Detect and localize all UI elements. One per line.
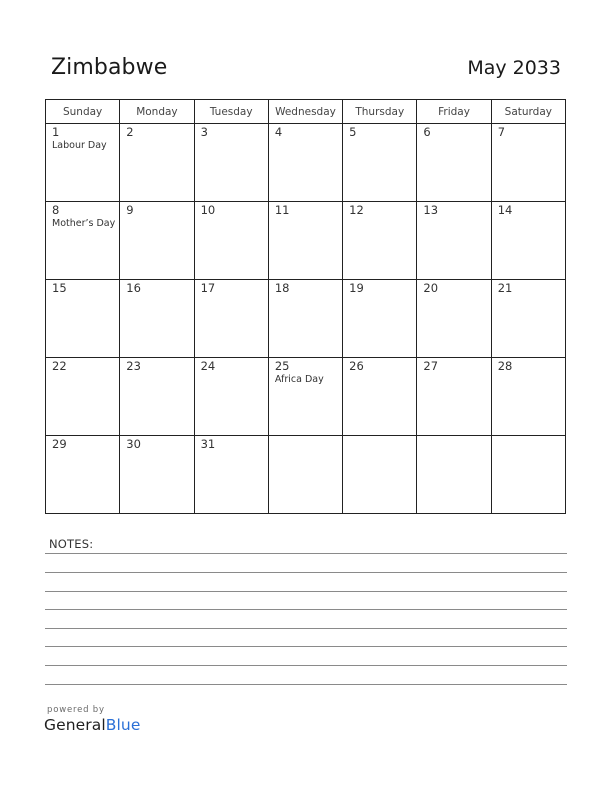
day-number: 14 — [497, 203, 513, 217]
day-cell — [120, 124, 194, 202]
weekday-header: Wednesday — [268, 100, 342, 124]
day-cell — [46, 436, 120, 514]
day-cell — [194, 358, 268, 436]
day-number: 6 — [423, 125, 431, 139]
day-cell — [417, 124, 491, 202]
day-cell — [417, 436, 491, 514]
day-number: 27 — [423, 359, 439, 373]
day-number: 1 — [52, 125, 60, 139]
day-cell — [120, 436, 194, 514]
day-cell — [194, 436, 268, 514]
day-cell — [343, 280, 417, 358]
week-row — [46, 202, 566, 280]
day-number: 10 — [200, 203, 216, 217]
day-cell — [120, 358, 194, 436]
day-cell — [194, 124, 268, 202]
day-cell — [343, 202, 417, 280]
notes-line — [45, 684, 567, 685]
day-cell — [46, 358, 120, 436]
day-cell — [343, 436, 417, 514]
week-row — [46, 358, 566, 436]
country-title: Zimbabwe — [51, 55, 168, 80]
notes-line — [45, 591, 567, 592]
day-cell — [491, 124, 565, 202]
notes-line — [45, 553, 567, 554]
day-cell — [491, 280, 565, 358]
day-cell — [491, 358, 565, 436]
day-number: 13 — [423, 203, 439, 217]
brand-name-general: General — [44, 716, 106, 734]
day-cell — [417, 202, 491, 280]
day-cell — [268, 124, 342, 202]
day-number: 16 — [126, 281, 141, 295]
week-row — [46, 436, 566, 514]
day-number: 25 — [274, 359, 290, 373]
day-cell — [268, 280, 342, 358]
day-cell — [194, 202, 268, 280]
day-number: 23 — [126, 359, 141, 373]
day-number: 17 — [200, 281, 216, 295]
notes-line — [45, 572, 567, 573]
day-number: 26 — [349, 359, 364, 373]
day-number: 28 — [497, 359, 513, 373]
weekday-header: Saturday — [491, 100, 565, 124]
notes-label: NOTES: — [49, 537, 94, 551]
weekday-header: Thursday — [343, 100, 417, 124]
weekday-header: Sunday — [46, 100, 120, 124]
day-number: 3 — [200, 125, 208, 139]
day-number: 2 — [126, 125, 134, 139]
calendar-grid — [45, 99, 566, 514]
holiday-label: Africa Day — [274, 374, 324, 385]
day-number: 22 — [52, 359, 67, 373]
weekday-header-row — [46, 100, 566, 124]
day-number: 12 — [349, 203, 364, 217]
day-cell — [343, 358, 417, 436]
day-number: 19 — [349, 281, 364, 295]
week-row — [46, 124, 566, 202]
day-cell — [46, 202, 120, 280]
brand-logo — [44, 716, 141, 734]
day-cell — [417, 280, 491, 358]
day-cell — [268, 202, 342, 280]
day-cell — [268, 436, 342, 514]
brand-name-blue: Blue — [105, 716, 141, 734]
day-number: 20 — [423, 281, 439, 295]
day-number: 31 — [200, 437, 216, 451]
day-number: 24 — [200, 359, 216, 373]
day-number: 11 — [274, 203, 290, 217]
day-cell — [417, 358, 491, 436]
day-number: 7 — [497, 125, 506, 139]
day-cell — [343, 124, 417, 202]
notes-line — [45, 628, 567, 629]
holiday-label: Labour Day — [52, 140, 107, 151]
powered-by-text: powered by — [47, 705, 105, 715]
day-number: 29 — [52, 437, 67, 451]
holiday-label: Mother’s Day — [52, 218, 116, 229]
notes-line — [45, 609, 567, 610]
day-number: 5 — [349, 125, 357, 139]
day-cell — [120, 280, 194, 358]
day-cell — [491, 202, 565, 280]
day-number: 30 — [126, 437, 141, 451]
day-number: 8 — [52, 203, 60, 217]
weekday-header: Tuesday — [194, 100, 268, 124]
weekday-header: Friday — [417, 100, 491, 124]
day-cell — [46, 124, 120, 202]
day-cell — [268, 358, 342, 436]
day-number: 4 — [274, 125, 283, 139]
day-number: 9 — [126, 203, 134, 217]
weekday-header: Monday — [120, 100, 194, 124]
notes-line — [45, 665, 567, 666]
day-cell — [120, 202, 194, 280]
day-cell — [491, 436, 565, 514]
day-number: 21 — [497, 281, 513, 295]
notes-line — [45, 646, 567, 647]
month-title: May 2033 — [467, 57, 561, 79]
day-number: 15 — [52, 281, 67, 295]
week-row — [46, 280, 566, 358]
day-cell — [46, 280, 120, 358]
footer-logo — [44, 705, 141, 734]
day-number: 18 — [274, 281, 290, 295]
day-cell — [194, 280, 268, 358]
